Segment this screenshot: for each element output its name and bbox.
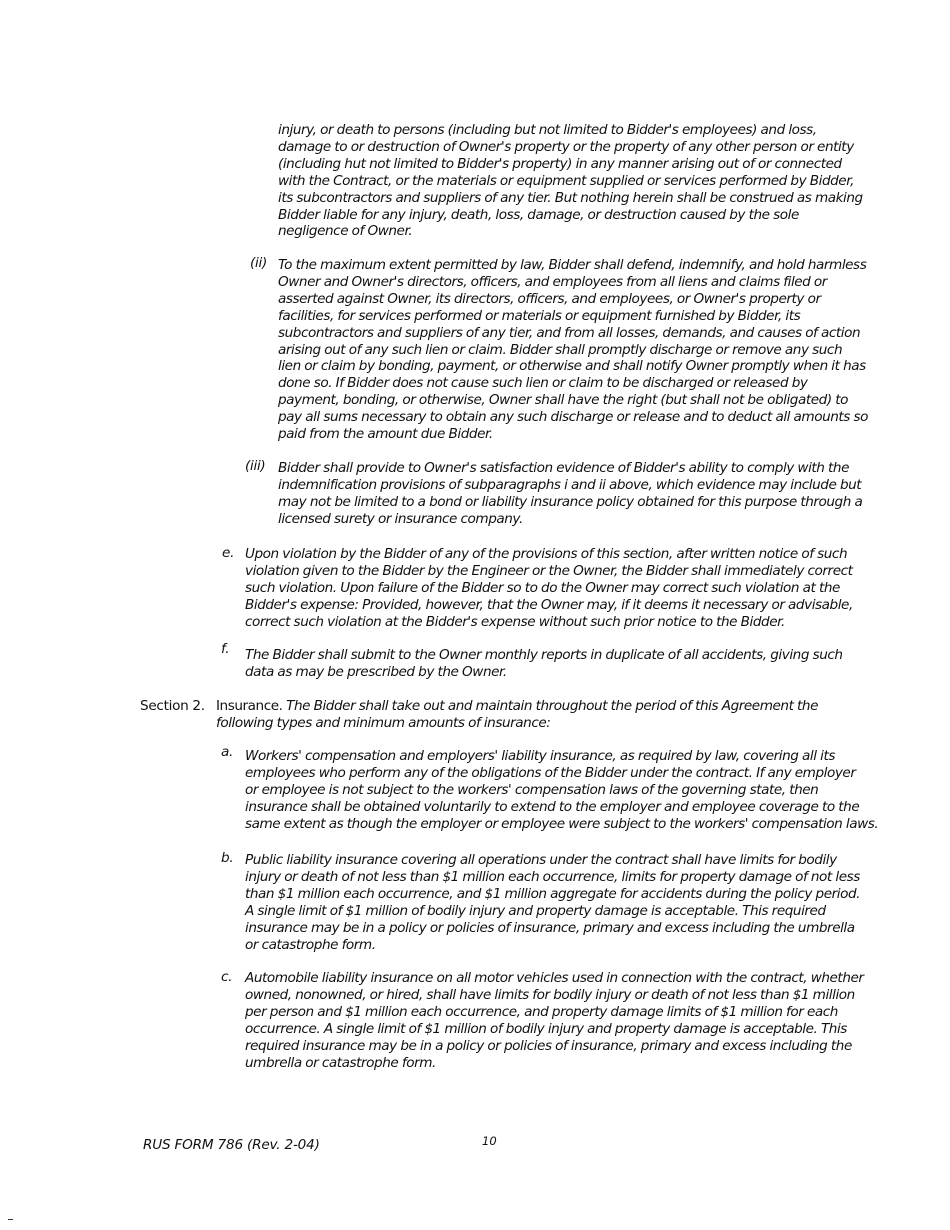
text-line: payment, bonding, or otherwise, Owner shall have the right (but shall not be obligated) to <box>278 392 848 409</box>
text-line: indemnification provisions of subparagraphs i and ii above, which evidence may include but <box>278 476 862 493</box>
text-line: facilities, for services performed or materials or equipment furnished by Bidder, its <box>278 307 801 324</box>
text-line: insurance shall be obtained voluntarily to extend to the employer and employee coverage to the <box>245 798 860 815</box>
item-a-paragraph <box>245 748 878 833</box>
item-ii-marker: (ii) <box>250 255 267 271</box>
text-line: (including hut not limited to Bidder's property) in any manner arising out of or connected <box>278 155 842 172</box>
footer-form-id: RUS FORM 786 (Rev. 2-04) <box>143 1137 320 1153</box>
item-f-paragraph <box>245 647 843 681</box>
item-iii-marker: (iii) <box>245 458 266 474</box>
text-line: done so. If Bidder does not cause such lien or claim to be discharged or released by <box>278 375 808 392</box>
text-line: occurrence. A single limit of $1 million of bodily injury and property damage is acceptable. This <box>245 1020 847 1037</box>
text-line: employees who perform any of the obligations of the Bidder under the contract. If any employer <box>245 764 856 781</box>
text-line: Upon violation by the Bidder of any of the provisions of this section, after written notice of such <box>245 546 848 562</box>
text-line: subcontractors and suppliers of any tier, and from all losses, demands, and causes of action <box>278 324 861 341</box>
text-line: Bidder shall provide to Owner's satisfaction evidence of Bidder's ability to comply with the <box>278 460 850 476</box>
section-2-intro <box>216 698 818 732</box>
text-line: such violation. Upon failure of the Bidder so to do the Owner may correct such violation at the <box>245 579 840 596</box>
text-line: Workers' compensation and employers' liability insurance, as required by law, covering all its <box>245 748 835 764</box>
text-line: per person and $1 million each occurrence, and property damage limits of $1 million for each <box>245 1003 838 1020</box>
text-line: umbrella or catastrophe form. <box>245 1054 436 1071</box>
section-2-intro-first: The Bidder shall take out and maintain throughout the period of this Agreement the <box>286 698 818 714</box>
item-b-marker: b. <box>221 850 234 866</box>
text-line: injury, or death to persons (including but not limited to Bidder's employees) and loss, <box>278 122 817 138</box>
section-2-intro-second: following types and minimum amounts of insurance: <box>216 714 551 731</box>
text-line: violation given to the Bidder by the Engineer or the Owner, the Bidder shall immediately correct <box>245 562 853 579</box>
text-line: with the Contract, or the materials or equipment supplied or services performed by Bidder, <box>278 172 854 189</box>
text-line: owned, nonowned, or hired, shall have limits for bodily injury or death of not less than $1 million <box>245 986 855 1003</box>
page-edge-mark <box>8 1219 13 1220</box>
text-line: than $1 million each occurrence, and $1 million aggregate for accidents during the policy period. <box>245 885 861 902</box>
text-line: correct such violation at the Bidder's expense without such prior notice to the Bidder. <box>245 613 785 630</box>
item-f-marker: f. <box>221 641 230 657</box>
text-line: negligence of Owner. <box>278 223 413 240</box>
item-iii-paragraph <box>278 460 862 528</box>
text-line: Owner and Owner's directors, officers, and employees from all liens and claims filed or <box>278 273 827 290</box>
text-line: The Bidder shall submit to the Owner monthly reports in duplicate of all accidents, giving such <box>245 647 843 663</box>
text-line: insurance may be in a policy or policies of insurance, primary and excess including the umbrella <box>245 919 855 936</box>
text-line: paid from the amount due Bidder. <box>278 426 493 443</box>
text-line: pay all sums necessary to obtain any such discharge or release and to deduct all amounts so <box>278 409 869 426</box>
text-line: Automobile liability insurance on all motor vehicles used in connection with the contract, whether <box>245 970 864 986</box>
text-line <box>216 698 818 715</box>
text-line: To the maximum extent permitted by law, Bidder shall defend, indemnify, and hold harmless <box>278 257 867 273</box>
text-line: Public liability insurance covering all operations under the contract shall have limits for bodily <box>245 852 837 868</box>
text-line: injury or death of not less than $1 million each occurrence, limits for property damage of not less <box>245 868 860 885</box>
item-b-paragraph <box>245 852 860 953</box>
item-c-marker: c. <box>221 969 233 985</box>
text-line: asserted against Owner, its directors, officers, and employees, or Owner's property or <box>278 290 821 307</box>
text-line: data as may be prescribed by the Owner. <box>245 663 507 680</box>
section-2-heading: Insurance. <box>216 698 283 714</box>
item-c-paragraph <box>245 970 864 1071</box>
item-i-continuation <box>278 122 863 240</box>
text-line: or employee is not subject to the workers' compensation laws of the governing state, then <box>245 781 819 798</box>
text-line: damage to or destruction of Owner's property or the property of any other person or entity <box>278 138 854 155</box>
item-e-paragraph <box>245 546 853 631</box>
item-a-marker: a. <box>221 744 234 760</box>
section-2-label: Section 2. <box>140 698 205 714</box>
text-line: A single limit of $1 million of bodily injury and property damage is acceptable. This required <box>245 902 826 919</box>
text-line: same extent as though the employer or employee were subject to the workers' compensation laws. <box>245 815 879 832</box>
text-line: Bidder liable for any injury, death, loss, damage, or destruction caused by the sole <box>278 206 799 223</box>
text-line: licensed surety or insurance company. <box>278 510 523 527</box>
text-line: Bidder's expense: Provided, however, that the Owner may, if it deems it necessary or advisable, <box>245 596 853 613</box>
footer-page-number: 10 <box>482 1134 497 1148</box>
text-line: arising out of any such lien or claim. Bidder shall promptly discharge or remove any such <box>278 341 843 358</box>
item-e-marker: e. <box>222 545 235 561</box>
text-line: lien or claim by bonding, payment, or otherwise and shall notify Owner promptly when it has <box>278 358 866 375</box>
text-line: its subcontractors and suppliers of any tier. But nothing herein shall be construed as making <box>278 189 863 206</box>
text-line: or catastrophe form. <box>245 936 376 953</box>
text-line: required insurance may be in a policy or policies of insurance, primary and excess including the <box>245 1037 852 1054</box>
text-line: may not be limited to a bond or liability insurance policy obtained for this purpose through a <box>278 493 863 510</box>
item-ii-paragraph <box>278 257 868 443</box>
